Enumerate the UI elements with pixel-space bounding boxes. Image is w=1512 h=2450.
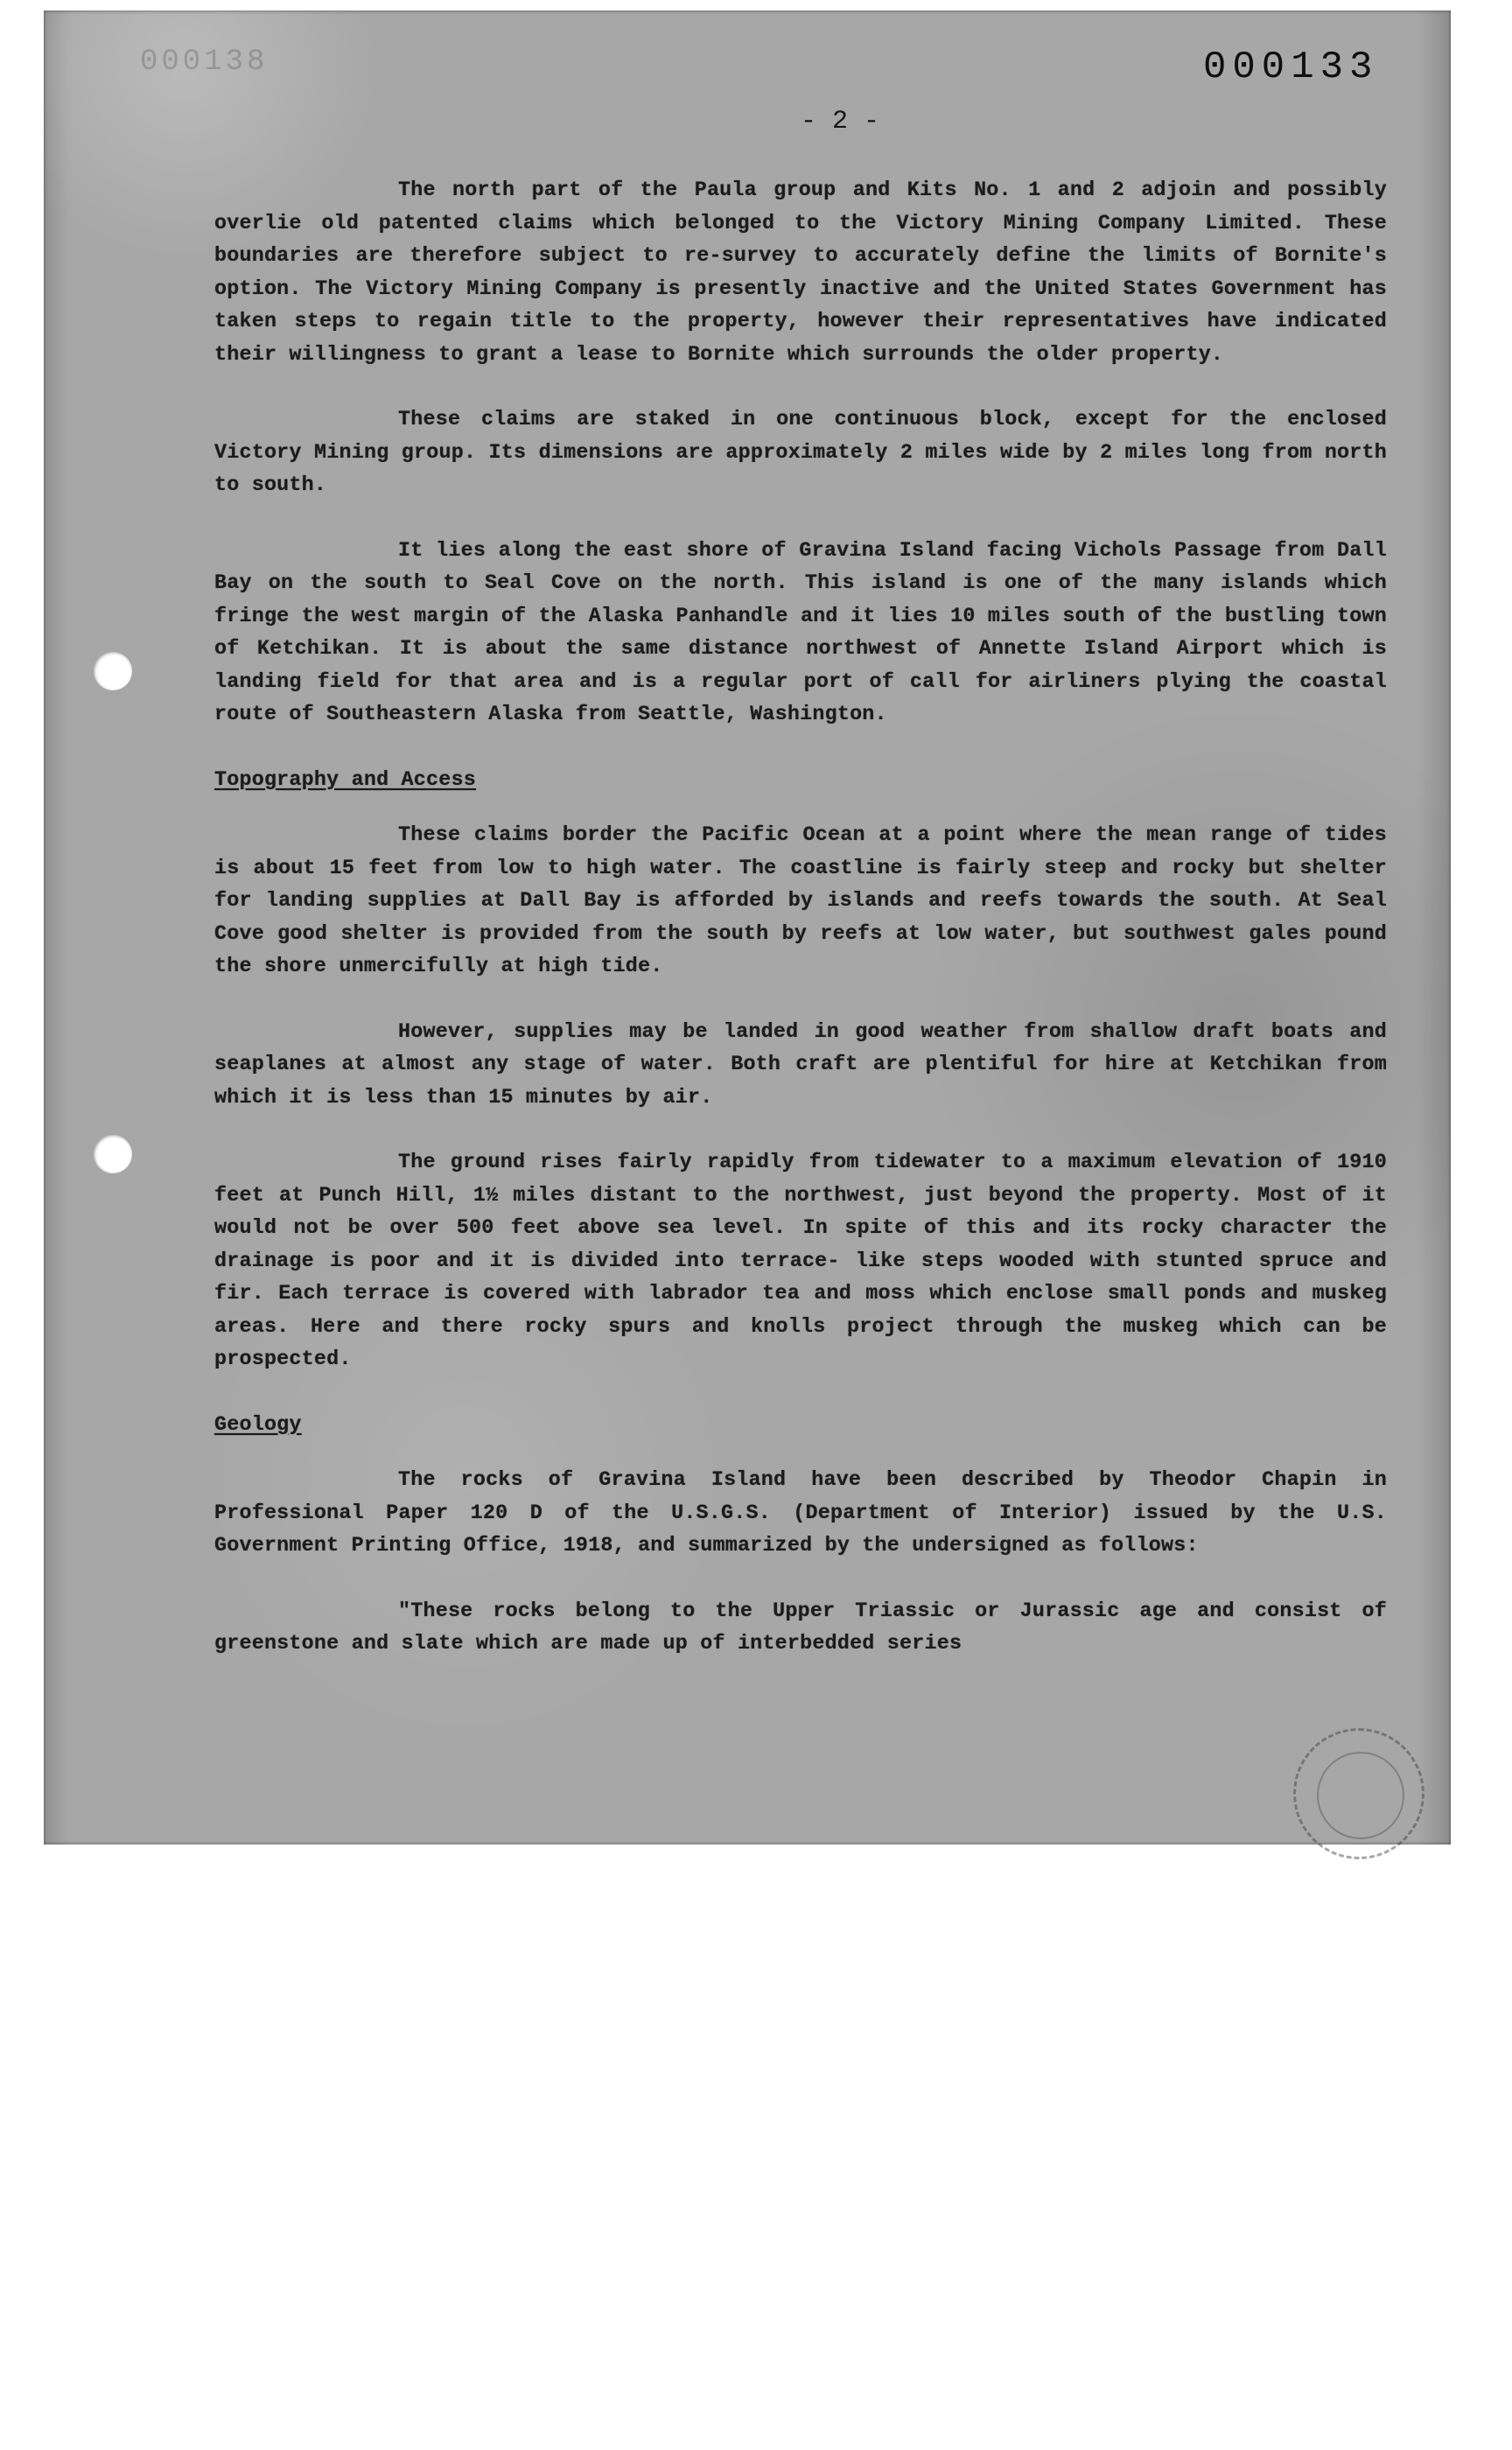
faded-stamp-number: 000138 bbox=[140, 46, 269, 79]
paragraph-supplies: However, supplies may be landed in good weather from shallow draft boats and seaplanes at almost any stage of water. Both craft are plentiful for hire at Ketchikan from which it is less than 15 minutes by air. bbox=[214, 1020, 1387, 1110]
paragraph-location: It lies along the east shore of Gravina Island facing Vichols Passage from Dall Bay on the south to Seal Cove on the north. This island is one of the many islands which fringe the west margin of the Alaska Panhandle and it lies 10 miles south of the bustling town of Ketchikan. It is about the same distance northwest of Annette Island Airport which is landing field for that area and is a regular port of call for airliners plying the coastal route of Southeastern Alaska from Seattle, Washington. bbox=[214, 539, 1387, 726]
punch-hole-top bbox=[94, 652, 132, 690]
heading-topography: Topography and Access bbox=[214, 768, 476, 792]
paragraph-terrain: The ground rises fairly rapidly from tidewater to a maximum elevation of 1910 feet at Punch Hill, 1½ miles distant to the northwest, just beyond the property. Most of it would not be over 500 feet above sea level. In spite of this and its rocky character the drainage is poor and it is divided into terrace- like steps wooded with stunted spruce and fir. Each terrace is covered with labrador tea and moss which enclose small ponds and muskeg areas. Here and there rocky spurs and knolls project through the muskeg which can be prospected. bbox=[214, 1152, 1387, 1371]
document-body bbox=[214, 175, 1387, 1694]
paragraph-claims-block: These claims are staked in one continuous block, except for the enclosed Victory Mining group. Its dimensions are approximately 2 miles wide by 2 miles long from north to south. bbox=[214, 409, 1387, 497]
page-number: - 2 - bbox=[801, 107, 880, 136]
paragraph-rocks-description: The rocks of Gravina Island have been described by Theodor Chapin in Professional Paper 120 D of the U.S.G.S. (Department of Interior) issued by the U.S. Government Printing Office, 1918, and summarized by the undersigned as follows: bbox=[214, 1469, 1387, 1558]
paragraph-boundaries: The north part of the Paula group and Kits No. 1 and 2 adjoin and possibly overlie old patented claims which belonged to the Victory Mining Company Limited. These boundaries are therefore subject to re-survey to accurately define the limits of Bornite's option. The Victory Mining Company is presently inactive and the United States Government has taken steps to regain title to the property, however their representatives have indicated their willingness to grant a lease to Bornite which surrounds the older property. bbox=[214, 179, 1387, 367]
document-number: 000133 bbox=[1203, 46, 1379, 89]
punch-hole-bottom bbox=[94, 1135, 132, 1173]
paragraph-quote: "These rocks belong to the Upper Triassic or Jurassic age and consist of greenstone and slate which are made up of interbedded series bbox=[214, 1600, 1387, 1656]
seal-stamp bbox=[1293, 1728, 1424, 1859]
heading-geology: Geology bbox=[214, 1413, 302, 1437]
paragraph-tides: These claims border the Pacific Ocean at a point where the mean range of tides is about 15 feet from low to high water. The coastline is fairly steep and rocky but shelter for landing supplies at Dall Bay is afforded by islands and reefs towards the south. At Seal Cove good shelter is provided from the south by reefs at low water, but southwest gales pound the shore unmercifully at high tide. bbox=[214, 824, 1387, 978]
